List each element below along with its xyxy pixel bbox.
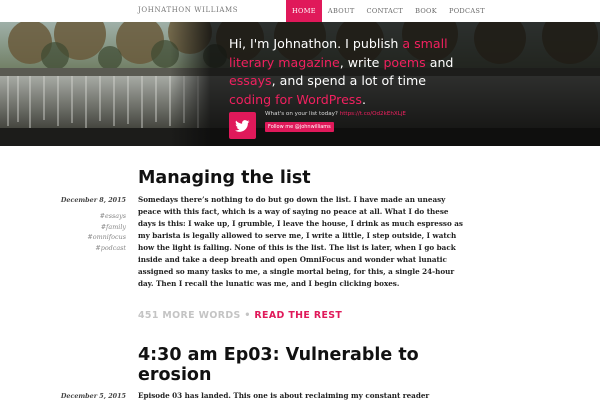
tag-essays[interactable]: #essays	[99, 212, 126, 220]
post-date: December 8, 2015	[60, 196, 126, 204]
follow-button[interactable]: Follow me @johnwilliams	[265, 122, 334, 132]
post-meta	[20, 196, 126, 253]
nav-about[interactable]: ABOUT	[327, 7, 355, 15]
post-tags	[20, 211, 126, 253]
word-count: 451 MORE WORDS •	[138, 310, 251, 321]
intro-text-part: and	[425, 54, 454, 70]
intro-text-part: , and spend a lot of time	[271, 73, 427, 89]
post-meta	[20, 392, 126, 400]
read-more-row	[138, 310, 342, 321]
top-bar	[0, 0, 600, 22]
post-excerpt: Somedays there’s nothing to do but go down the list. I have made an uneasy peace with this fact, which is a way of saying no peace at all. What I do these days is this: I wake up, I grumble, I leave the house, I drink as much espresso as my barista is legally allowed to serve me, I write a little, I step outside, I watch how the light is falling. None of this is the list. The list is later, when I go back inside and take a deep breath and open OmniFocus and wonder what lunatic assigned so many tasks to me, a single mortal being, for this, a single 24-hour day. Then I recall the lunatic was me, and I begin clicking boxes.	[138, 195, 463, 288]
intro-text-part: .	[361, 91, 366, 107]
essays-link[interactable]: essays	[229, 73, 272, 89]
post-date: December 5, 2015	[60, 392, 126, 400]
main-nav	[286, 0, 491, 22]
nav-podcast[interactable]: PODCAST	[448, 7, 485, 15]
post-title[interactable]: 4:30 am Ep03: Vulnerable to erosion	[138, 345, 419, 385]
intro-text-part: , write	[339, 54, 384, 70]
tweet-question: What's on your list today?	[265, 111, 338, 117]
magazine-link[interactable]: a small literary magazine	[229, 36, 448, 70]
tag-omnifocus[interactable]: #omnifocus	[87, 233, 126, 242]
read-the-rest-link[interactable]: READ THE REST	[254, 310, 343, 321]
intro-text-part: Hi, I'm Johnathon. I publish	[229, 36, 403, 51]
tweet-text	[265, 111, 406, 117]
post-title[interactable]: Managing the list	[138, 168, 311, 188]
nav-home[interactable]: HOME	[286, 0, 322, 22]
twitter-bird-shape	[235, 118, 250, 133]
hero-shade-fade	[170, 22, 210, 146]
poems-link[interactable]: poems	[383, 54, 426, 70]
post-excerpt: Episode 03 has landed. This one is about reclaiming my constant reader	[138, 391, 430, 400]
site-name[interactable]: JOHNATHON WILLIAMS	[138, 6, 239, 14]
nav-contact[interactable]: CONTACT	[366, 7, 404, 15]
twitter-bird-icon[interactable]	[229, 112, 256, 139]
tag-family[interactable]: #family	[100, 222, 126, 231]
tweet-link[interactable]: https://t.co/Od2kEhXLjE	[339, 111, 406, 117]
nav-book[interactable]: BOOK	[415, 7, 437, 15]
wordpress-link[interactable]: coding for WordPress	[229, 91, 362, 107]
tag-podcast[interactable]: #podcast	[95, 243, 126, 252]
intro-text	[229, 35, 469, 109]
